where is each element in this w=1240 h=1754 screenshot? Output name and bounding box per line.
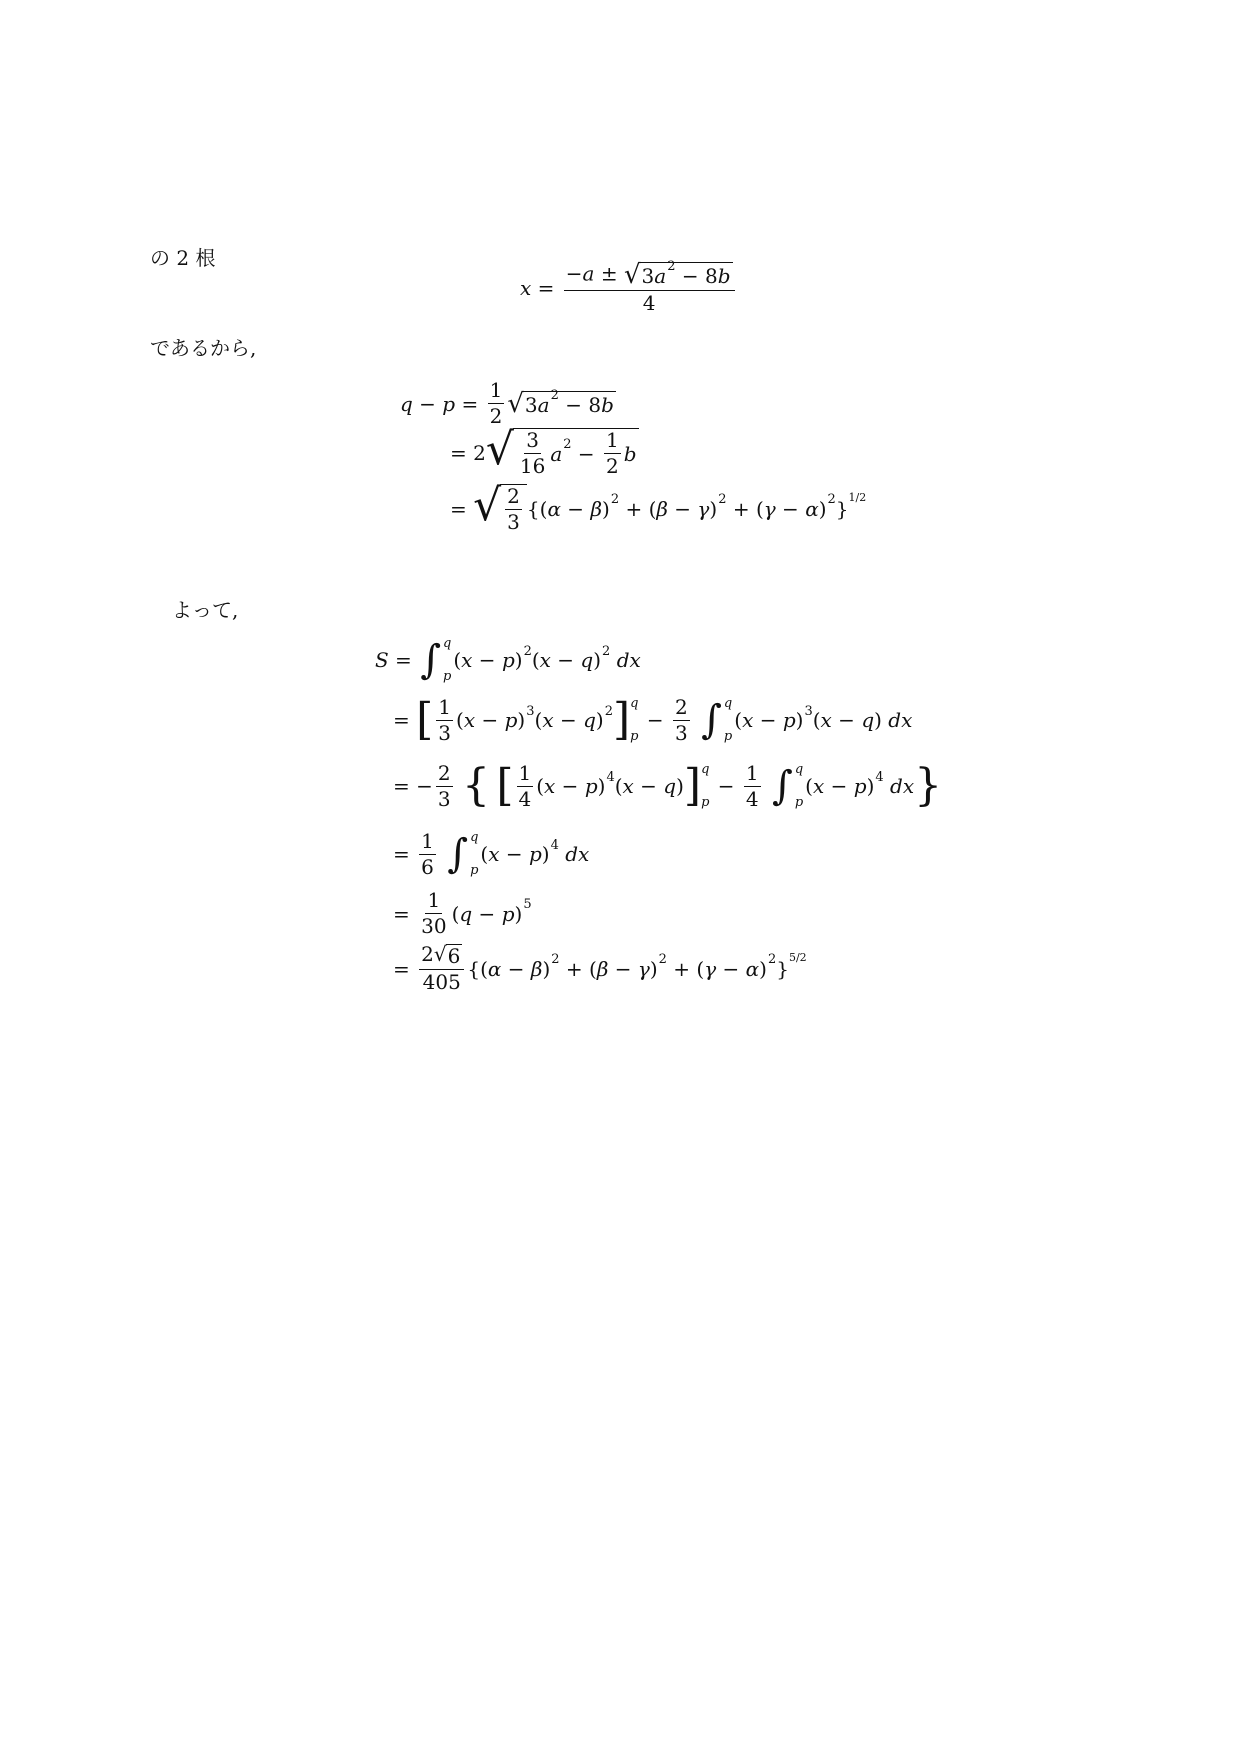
s-line-4: = $\frac{1}{6}$ ∫ q p ( x − p ) 4 dx <box>393 828 590 879</box>
s-line-5: = $\frac{1}{30}$ ( q − p ) 5 <box>393 888 532 938</box>
s-line-1: S = ∫ q p ( x − p ) 2 ( x − q ) 2 dx <box>375 636 641 684</box>
q-minus-p-line-2: = 2 √ $\frac{3}{16}$ a 2 − $\frac{1}{2}$ b <box>450 424 637 478</box>
s-line-6: = 2 √ 6 405 {( α − β ) 2 + ( β − γ ) 2 + ( γ − α ) 2 } 5/2 <box>393 942 807 994</box>
q-minus-p-line-3: = √ $\frac{2}{3}$ {( α − β ) 2 + ( β − γ ) 2 + ( γ − α ) 2 } 1/2 <box>450 480 867 534</box>
intro-text: の 2 根 <box>150 246 216 270</box>
roots-equation: x = −a ± √ 3 a 2 − 8 b 4 <box>520 262 738 314</box>
s-line-3: = − $\frac{2}{3}$ { [ $\frac{1}{4}$ ( x − p ) 4 ( x − q ) ] q p − $\frac{1}{4}$ ∫ q p ( x − p ) 4 dx } <box>393 760 943 811</box>
therefore-text: であるから, <box>150 336 257 360</box>
q-minus-p-line-1: q − p = $\frac{1}{2}$ √ 3 a 2 − 8 b <box>400 378 614 428</box>
hence-text: よって, <box>172 598 239 622</box>
s-line-2: = [ $\frac{1}{3}$ ( x − p ) 3 ( x − q ) 2 ] q p − $\frac{2}{3}$ ∫ q p ( x − p ) 3 ( x − q ) dx <box>393 694 913 745</box>
